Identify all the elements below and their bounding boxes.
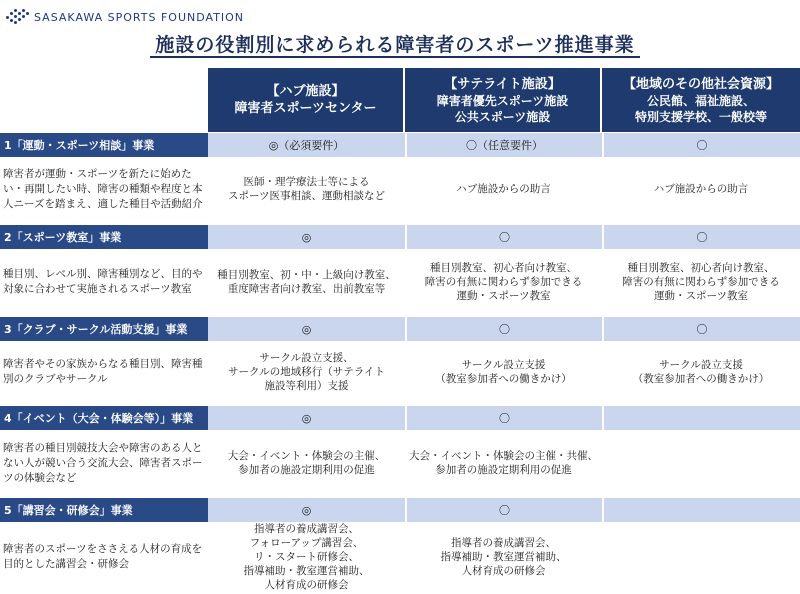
community-cell: サークル設立支援 （教室参加者への働きかけ）: [632, 359, 770, 385]
hub-cell: 指導者の養成講習会、 フォローアップ講習会、 リ・スタート研修会、 指導補助・教室運営補助、 人材育成の研修会: [243, 523, 370, 591]
community-mark: 〇: [602, 225, 800, 249]
section-label: 1「運動・スポーツ相談」事業: [0, 133, 208, 157]
satellite-cell: 種目別教室、初心者向け教室、 障害の有無に関わらず参加できる 運動・スポーツ教室: [424, 262, 583, 302]
community-mark: [602, 406, 800, 430]
header-hub: [208, 68, 403, 132]
section-description: 障害者が運動・スポーツを新たに始めたい・再開したい時、障害の種類や程度と本人ニーズを踏まえ、適した種目や活動紹介: [3, 167, 203, 210]
section-description: 種目別、レベル別、障害種別など、目的や対象に合わせて実施されるスポーツ教室: [3, 268, 203, 295]
section-row: [0, 157, 800, 221]
header-community-line2: 公民館、福祉施設、: [646, 93, 755, 108]
header-hub-line2: 障害者スポーツセンター: [234, 101, 377, 116]
section-label: 2「スポーツ教室」事業: [0, 225, 208, 249]
community-cell: [602, 430, 800, 496]
community-cell: ハブ施設からの助言: [653, 183, 749, 195]
community-cell: [602, 522, 800, 592]
hub-mark: ◎: [301, 230, 312, 244]
section-label: 5「講習会・研修会」事業: [0, 498, 208, 522]
header-community: [602, 68, 800, 132]
section-row: [0, 341, 800, 403]
hub-cell: サークル設立支援、 サークルの地域移行（サテライト 施設等利用）支援: [228, 352, 385, 392]
header-community-line1: 【地域のその他社会資源】: [622, 76, 779, 92]
satellite-mark: 〇: [405, 317, 602, 341]
foundation-logo: [6, 8, 244, 26]
community-cell: 種目別教室、初心者向け教室、 障害の有無に関わらず参加できる 運動・スポーツ教室: [622, 262, 780, 302]
hub-cell: 大会・イベント・体験会の主催、 参加者の施設定期利用の促進: [227, 450, 386, 476]
satellite-mark: 〇: [405, 225, 602, 249]
satellite-mark: 〇（任意要件）: [405, 133, 602, 157]
header-satellite-line2: 障害者優先スポーツ施設: [436, 93, 569, 108]
satellite-cell: サークル設立支援 （教室参加者への働きかけ）: [435, 359, 572, 385]
satellite-mark: 〇: [405, 498, 602, 522]
community-mark: 〇: [602, 133, 800, 157]
section-label: 4「イベント（大会・体験会等）」事業: [0, 406, 208, 430]
header-satellite: [405, 68, 600, 132]
logo-text: SASAKAWA SPORTS FOUNDATION: [34, 10, 245, 24]
section-band: [0, 225, 800, 249]
header-hub-line1: 【ハブ施設】: [266, 84, 345, 99]
hub-mark: ◎: [301, 503, 312, 517]
satellite-cell: 大会・イベント・体験会の主催・共催、 参加者の施設定期利用の促進: [409, 450, 598, 476]
section-band: [0, 498, 800, 522]
section-label: 3「クラブ・サークル活動支援」事業: [0, 317, 208, 341]
satellite-mark: 〇: [405, 406, 602, 430]
section-band: [0, 406, 800, 430]
section-description: 障害者の種目別競技大会や障害のある人とない人が競い合う交流大会、障害者スポーツの体験会など: [3, 441, 203, 484]
title-underline: [150, 56, 640, 58]
section-description: 障害者のスポーツをささえる人材の育成を目的とした講習会・研修会: [3, 543, 203, 570]
hub-cell: 医師・理学療法士等による スポーツ医事相談、運動相談など: [227, 176, 386, 202]
section-row: [0, 430, 800, 496]
section-row: [0, 249, 800, 315]
header-satellite-line1: 【サテライト施設】: [444, 76, 561, 92]
section-description: 障害者やその家族からなる種目別、障害種別のクラブやサークル: [3, 358, 203, 385]
section-band: [0, 133, 800, 157]
community-mark: 〇: [602, 317, 800, 341]
satellite-cell: ハブ施設からの助言: [456, 183, 551, 195]
section-band: [0, 317, 800, 341]
satellite-cell: 指導者の養成講習会、 指導補助・教室運営補助、 人材育成の研修会: [440, 537, 567, 577]
hub-mark: ◎: [301, 411, 312, 425]
header-satellite-line3: 公共スポーツ施設: [454, 109, 551, 124]
page-title: 施設の役割別に求められる障害者のスポーツ推進事業: [155, 34, 635, 56]
hub-mark: ◎（必須要件）: [268, 139, 345, 152]
community-mark: [602, 498, 800, 522]
hub-cell: 種目別教室、初・中・上級向け教室、 重度障害者向け教室、出前教室等: [217, 269, 396, 295]
section-row: [0, 522, 800, 592]
logo-dots-icon: [6, 8, 30, 26]
header-community-line3: 特別支援学校、一般校等: [634, 109, 767, 124]
hub-mark: ◎: [301, 322, 312, 336]
